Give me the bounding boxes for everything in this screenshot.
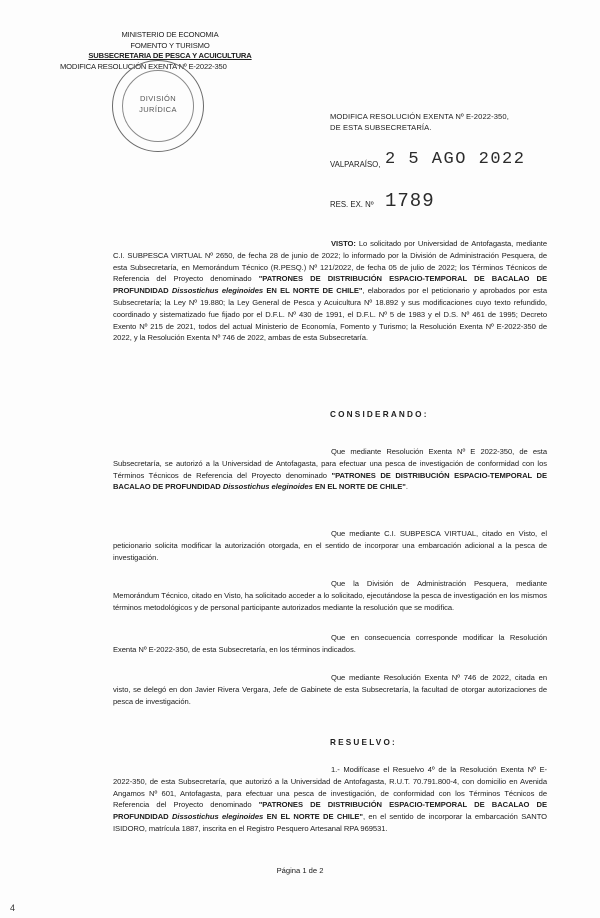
resuelvo-1: [113, 764, 547, 835]
considerando-3: Que la División de Administración Pesquera, mediante Memorándum Técnico, citado en Visto, ha solicitado acceder a lo solicitado, ejecutándose la pesca de investigación en los mismos términos metodológicos y de personal participante autorizados mediante la resolución que se modifica.: [113, 579, 547, 612]
visto-text-b: , elaborados por el peticionario y aprobados por esta Subsecretaría; la Ley Nº 19.880; la Ley General de Pesca y Acuicultura Nº 18.892 y sus modificaciones cuyo texto refundido, coordinado y sistematizado fue fijado por el D.F.L. Nº 430 de 1991, el D.F.L. Nº 5 de 1983 y el D.S. Nº 461 de 1995; Decreto Exento Nº 215 de 2021, todos del actual Ministerio de Economía, Fomento y Turismo; la Resolución Exenta Nº E-2022-350 de 2022, y la Resolución Exenta Nº 746 de 2022, ambas de esta Subsecretaría.: [113, 286, 548, 343]
seal-text-line1: DIVISIÓN: [139, 94, 177, 103]
subsecretaria-line: SUBSECRETARIA DE PESCA Y ACUICULTURA: [88, 51, 252, 61]
visto-project-title: "PATRONES DE DISTRIBUCIÓN ESPACIO-TEMPORAL DE BACALAO DE PROFUNDIDAD: [113, 274, 547, 296]
considerando-heading: CONSIDERANDO:: [330, 410, 429, 419]
considerando-1-text: Que mediante Resolución Exenta Nº E 2022-350, de esta Subsecretaría, se autorizó a la Universidad de Antofagasta, para efectuar una pesca de investigación de conformidad con los Términos Técnicos de Referencia del Proyecto denominado: [113, 447, 547, 480]
considerando-4: Que en consecuencia corresponde modificar la Resolución Exenta Nº E-2022-350, de esta Subsecretaría, en los términos indicados.: [113, 633, 547, 654]
resolution-number-label: RES. EX. Nº: [330, 200, 374, 209]
considerando-5: Que mediante Resolución Exenta Nº 746 de 2022, citada en visto, se delegó en don Javier Rivera Vergara, Jefe de Gabinete de esta Subsecretaría, la facultad de otorgar autorizaciones de pesca de investigación.: [113, 673, 547, 706]
visto-species: Dissostichus eleginoides: [171, 286, 264, 296]
considerando-2: Que mediante C.I. SUBPESCA VIRTUAL, citado en Visto, el peticionario solicita modificar la autorización otorgada, en el sentido de incorporar una embarcación adicional a la pesca de investigación.: [113, 529, 547, 562]
seal-text-line2: JURÍDICA: [139, 105, 177, 114]
place-label: VALPARAÍSO,: [330, 160, 381, 169]
ministry-subline: FOMENTO Y TURISMO: [130, 40, 210, 50]
subject-line: MODIFICA RESOLUCIÓN EXENTA Nº E-2022-350: [60, 61, 227, 71]
resuelvo-1-title-end: EN EL NORTE DE CHILE": [263, 812, 363, 822]
resuelvo-1-end: , en el sentido de incorporar la embarcación SANTO ISIDORO, matrícula 1887, inscrita en el Registro Pesquero Artesanal RPA 969531.: [113, 812, 548, 833]
corner-mark: 4: [10, 903, 16, 913]
visto-project-title-end: EN EL NORTE DE CHILE": [263, 286, 363, 296]
reference-line2: DE ESTA SUBSECRETARÍA.: [330, 123, 432, 132]
considerando-1: [113, 446, 547, 493]
visto-paragraph: [113, 238, 547, 344]
resuelvo-1-title: "PATRONES DE DISTRIBUCIÓN ESPACIO-TEMPORAL DE BACALAO DE PROFUNDIDAD: [113, 800, 547, 822]
reference-line1: MODIFICA RESOLUCIÓN EXENTA Nº E-2022-350,: [330, 112, 509, 121]
resuelvo-1-species: Dissostichus eleginoides: [171, 812, 264, 822]
resolution-number: 1789: [385, 190, 435, 212]
resuelvo-heading: RESUELVO:: [330, 738, 397, 747]
ministry-line: MINISTERIO DE ECONOMIA: [121, 30, 219, 39]
date-stamp: 2 5 AGO 2022: [385, 150, 526, 169]
visto-label: VISTO:: [331, 239, 356, 248]
visto-text-a: Lo solicitado por Universidad de Antofagasta, mediante C.I. SUBPESCA VIRTUAL Nº 2650, de fecha 28 de junio de 2022; lo informado por la División de Administración Pesquera, de esta Subsecretaría, en Memorándum Técnico (R.PESQ.) Nº 121/2022, de fecha 05 de julio de 2022; los Términos Técnicos de Referencia del Proyecto denominado: [113, 239, 547, 284]
page-number: Página 1 de 2: [276, 866, 324, 875]
reference-block: [330, 111, 509, 133]
considerando-1-species: Dissostichus eleginoides: [222, 482, 313, 492]
considerando-1-title: "PATRONES DE DISTRIBUCIÓN ESPACIO-TEMPORAL DE BACALAO DE PROFUNDIDAD: [113, 470, 547, 492]
division-juridica-seal: [112, 60, 204, 152]
considerando-1-title-end: EN EL NORTE DE CHILE": [312, 482, 406, 492]
resuelvo-1-text: 1.- Modifícase el Resuelvo 4º de la Resolución Exenta Nº E-2022-350, de esta Subsecretaría, que autorizó a la Universidad de Antofagasta, R.U.T. 70.791.800-4, con domicilio en Avenida Angamos Nº 601, Antofagasta, para efectuar una pesca de investigación, de conformidad con los Términos Técnicos de Referencia del Proyecto denominado: [113, 765, 547, 810]
considerando-1-end: .: [405, 482, 408, 492]
